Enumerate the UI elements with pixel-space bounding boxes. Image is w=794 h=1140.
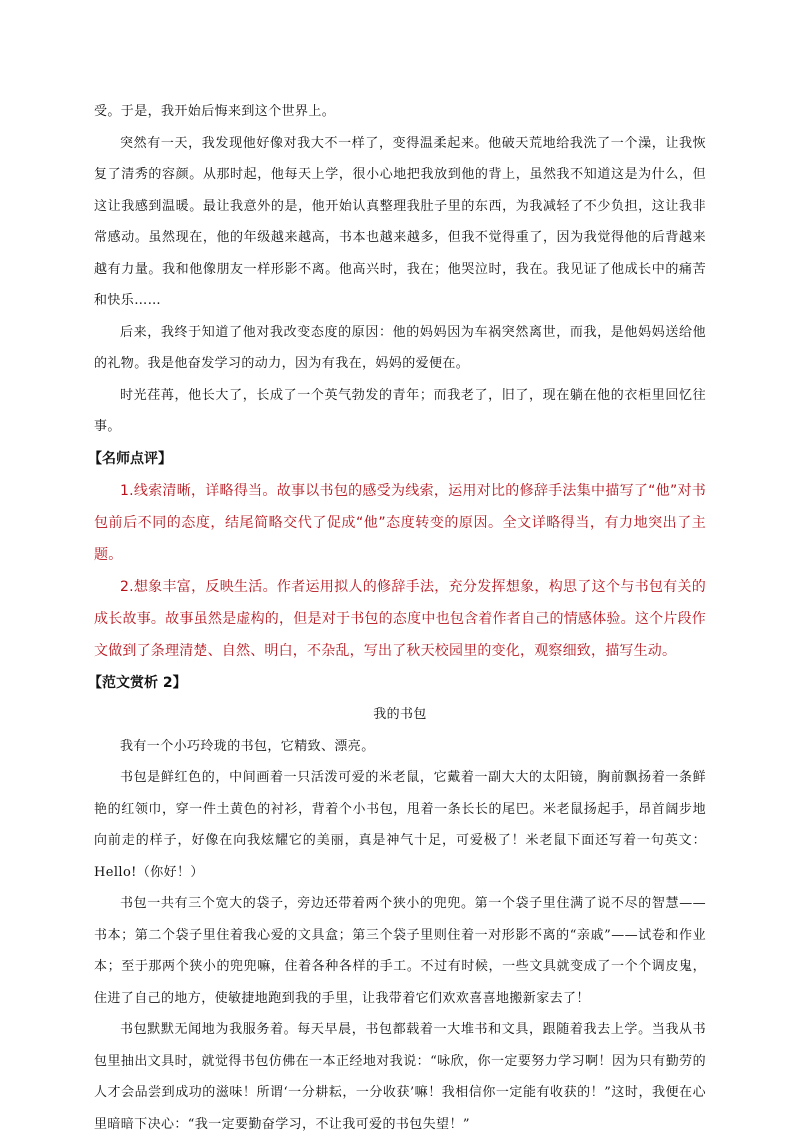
review-point: 1.线索清晰，详略得当。故事以书包的感受为线索，运用对比的修辞手法集中描写了“他”对书包前后不同的态度，结尾简略交代了促成“他”态度转变的原因。全文详略得当，有力地突出了主题。: [94, 482, 706, 563]
essay-paragraph: 书包默默无闻地为我服务着。每天早晨，书包都载着一大堆书和文具，跟随着我去上学。当我从书包里抽出文具时，就觉得书包仿佛在一本正经地对我说：“咏欣，你一定要努力学习啊！因为只有勤劳的人才会品尝到成功的滋味！所谓‘一分耕耘，一分收获’嘛！我相信你一定能有收获的！”这时，我便在心里暗暗下决心：“我一定要勤奋学习，不让我可爱的书包失望！”: [94, 1022, 706, 1132]
essay-paragraph: 书包是鲜红色的，中间画着一只活泼可爱的米老鼠，它戴着一副大大的太阳镜，胸前飘扬着一条鲜艳的红领巾，穿一件土黄色的衬衫，背着个小书包，甩着一条长长的尾巴。米老鼠扬起手，昂首阔步地向前走的样子，好像在向我炫耀它的美丽，真是神气十足，可爱极了！米老鼠下面还写着一句英文：Hello!（你好！）: [94, 770, 706, 880]
essay-paragraph: 书包一共有三个宽大的袋子，旁边还带着两个狭小的兜兜。第一个袋子里住满了说不尽的智慧——书本；第二个袋子里住着我心爱的文具盒；第三个袋子里则住着一对形影不离的“亲戚”——试卷和作业本；至于那两个狭小的兜兜嘛，住着各种各样的手工。不过有时候，一些文具就变成了一个个调皮鬼，住进了自己的地方，使敏捷地跑到我的手里，让我带着它们欢欢喜喜地搬新家去了！: [94, 896, 706, 1006]
story-paragraph-continued: 受。于是，我开始后悔来到这个世界上。: [94, 104, 336, 119]
essay-paragraph: 我有一个小巧玲珑的书包，它精致、漂亮。: [120, 738, 375, 754]
story-paragraph: 时光荏苒，他长大了，长成了一个英气勃发的青年；而我老了，旧了，现在躺在他的衣柜里回忆往事。: [94, 387, 706, 434]
story-paragraph: 突然有一天，我发现他好像对我大不一样了，变得温柔起来。他破天荒地给我洗了一个澡，让我恢复了清秀的容颜。从那时起，他每天上学，很小心地把我放到他的背上，虽然我不知道这是为什么，但这让我感到温暖。最让我意外的是，他开始认真整理我肚子里的东西，为我减轻了不少负担，这让我非常感动。虽然现在，他的年级越来越高，书本也越来越多，但我不觉得重了，因为我觉得他的后背越来越有力量。我和他像朋友一样形影不离。他高兴时，我在；他哭泣时，我在。我见证了他成长中的痛苦和快乐……: [94, 135, 706, 308]
review-point: 2.想象丰富，反映生活。作者运用拟人的修辞手法，充分发挥想象，构思了这个与书包有关的成长故事。故事虽然是虚构的，但是对于书包的态度中也包含着作者自己的情感体验。这个片段作文做到了条理清楚、自然、明白，不杂乱，写出了秋天校园里的变化，观察细致，描写生动。: [94, 578, 706, 659]
sample-heading: 【范文赏析 2】: [88, 674, 187, 691]
review-heading: 【名师点评】: [88, 450, 172, 467]
essay-title: 我的书包: [373, 706, 427, 722]
document-page: [88, 96, 706, 1140]
story-paragraph: 后来，我终于知道了他对我改变态度的原因：他的妈妈因为车祸突然离世，而我，是他妈妈送给他的礼物。我是他奋发学习的动力，因为有我在，妈妈的爱便在。: [94, 324, 706, 371]
